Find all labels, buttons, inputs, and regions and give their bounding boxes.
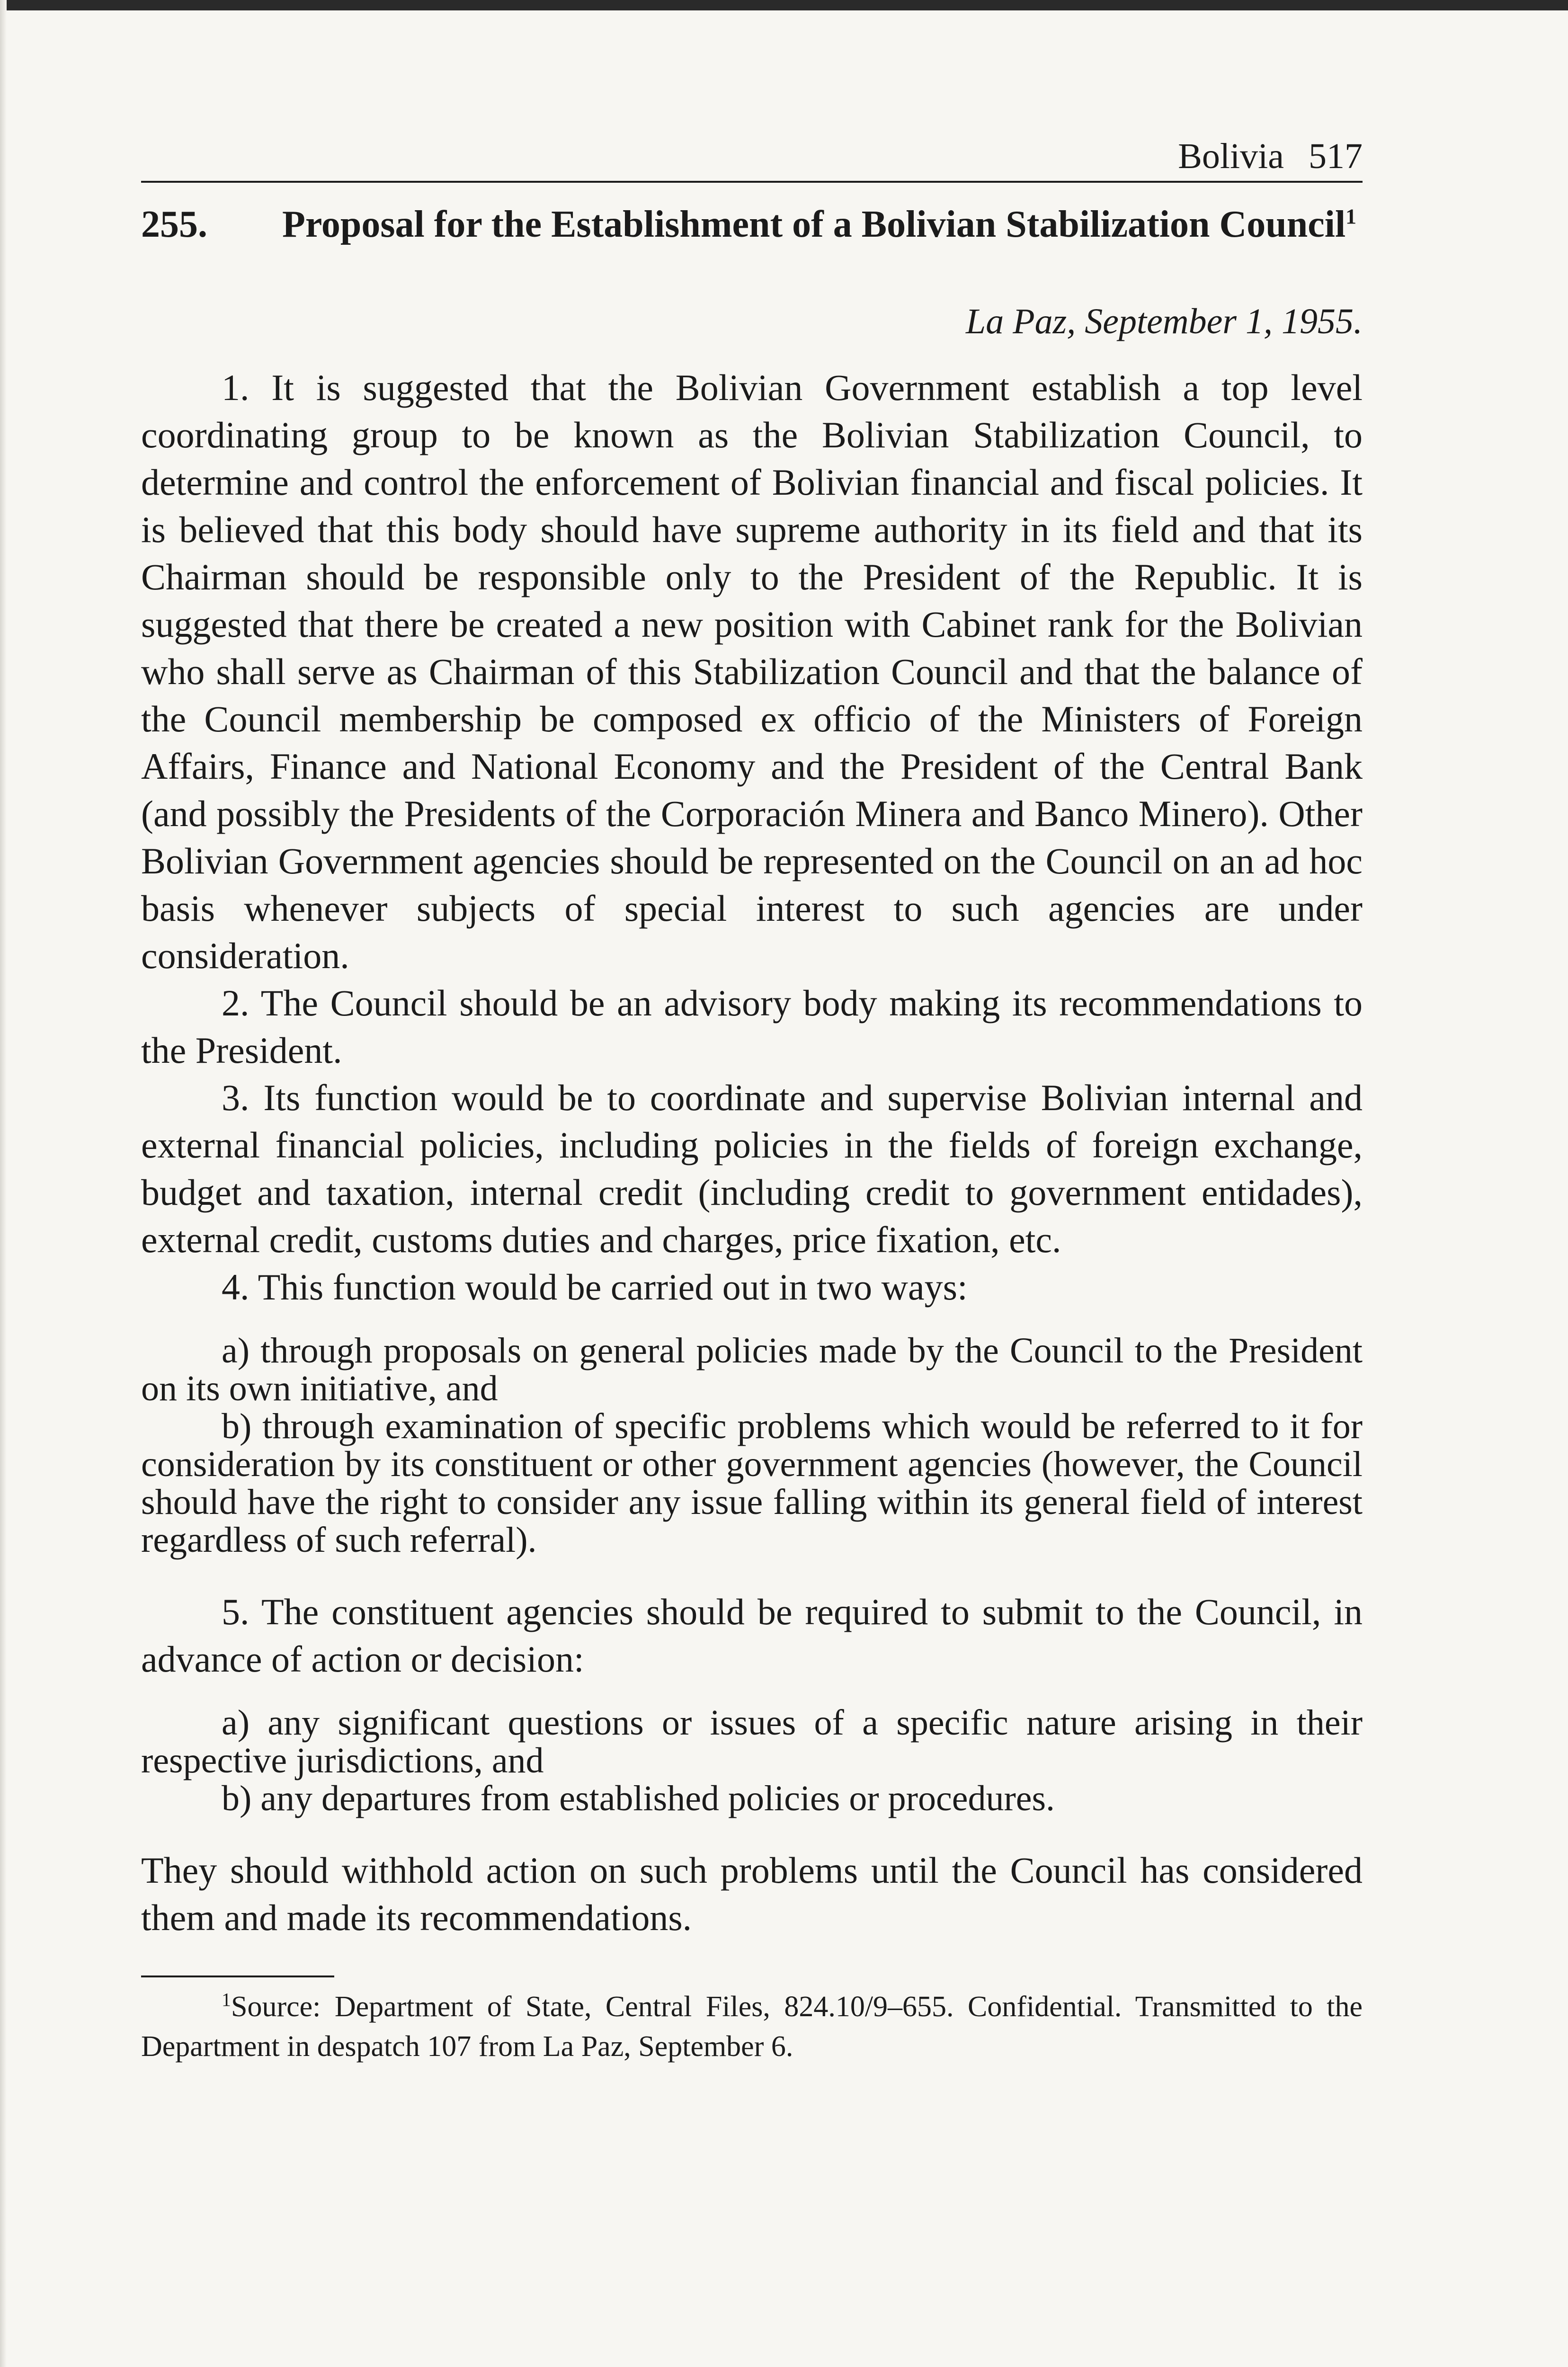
paragraph-2: 2. The Council should be an advisory body making its recommendations to the President. xyxy=(141,982,1363,1071)
footnote xyxy=(141,1987,1363,2066)
closing-paragraph: They should withhold action on such problems until the Council has considered them and made its recommendations. xyxy=(141,1850,1363,1938)
page-number: 517 xyxy=(1309,136,1363,176)
document-number: 255. xyxy=(141,204,207,245)
running-head-title: Bolivia xyxy=(1178,136,1284,176)
document-page xyxy=(141,137,1363,2066)
paragraph-5-item-b: b) any departures from established policies or procedures. xyxy=(222,1779,1055,1818)
paragraph-3: 3. Its function would be to coordinate and supervise Bolivian internal and external financial policies, including policies in the fields of foreign exchange, budget and taxation, internal credit (including credit to government entidades), external credit, customs duties and charges, price fixation, etc. xyxy=(141,1077,1363,1260)
scan-top-edge xyxy=(0,0,1568,10)
paragraph-5: 5. The constituent agencies should be required to submit to the Council, in advance of action or decision: xyxy=(141,1591,1363,1680)
paragraph-4-item-b: b) through examination of specific problems which would be referred to it for consideration by its constituent or other government agencies (however, the Council should have the right to consider any issue falling within its general field of interest regardless of such referral). xyxy=(141,1406,1363,1560)
dateline: La Paz, September 1, 1955. xyxy=(965,302,1363,341)
footnote-reference: 1 xyxy=(1345,204,1357,229)
document-body xyxy=(141,364,1363,1941)
paragraph-4-subitems xyxy=(141,1332,1363,1559)
running-head xyxy=(141,137,1363,183)
paragraph-4: 4. This function would be carried out in two ways: xyxy=(222,1266,968,1308)
paragraph-1: 1. It is suggested that the Bolivian Government establish a top level coordinating group to be known as the Bolivian Stabilization Council, to determine and control the enforcement of Bolivian financial and fiscal policies. It is believed that this body should have supreme authority in its field and that its Chairman should be responsible only to the President of the Republic. It is suggested that there be created a new position with Cabinet rank for the Bolivian who shall serve as Chairman of this Stabilization Council and that the balance of the Council membership be composed ex officio of the Ministers of Foreign Affairs, Finance and National Economy and the President of the Central Bank (and possibly the Presidents of the Corporación Minera and Banco Minero). Other Bolivian Government agencies should be represented on the Council on an ad hoc basis whenever subjects of special interest to such agencies are under consideration. xyxy=(141,367,1363,976)
document-title-wrap xyxy=(282,201,1363,248)
footnote-rule xyxy=(141,1975,334,1977)
footnote-marker: 1 xyxy=(222,1989,231,2011)
paragraph-5-item-a: a) any significant questions or issues of a specific nature arising in their respective jurisdictions, and xyxy=(141,1703,1363,1780)
footnote-text: Source: Department of State, Central Files, 824.10/9–655. Confidential. Transmitted to the Department in despatch 107 from La Paz, September 6. xyxy=(141,1991,1363,2063)
paragraph-4-item-a: a) through proposals on general policies made by the Council to the President on its own initiative, and xyxy=(141,1331,1363,1408)
scan-left-edge xyxy=(0,0,7,2367)
running-head-text xyxy=(1178,136,1363,177)
document-heading xyxy=(141,201,1363,248)
document-title: Proposal for the Establishment of a Bolivian Stabilization Council xyxy=(282,204,1346,245)
paragraph-5-subitems xyxy=(141,1704,1363,1817)
